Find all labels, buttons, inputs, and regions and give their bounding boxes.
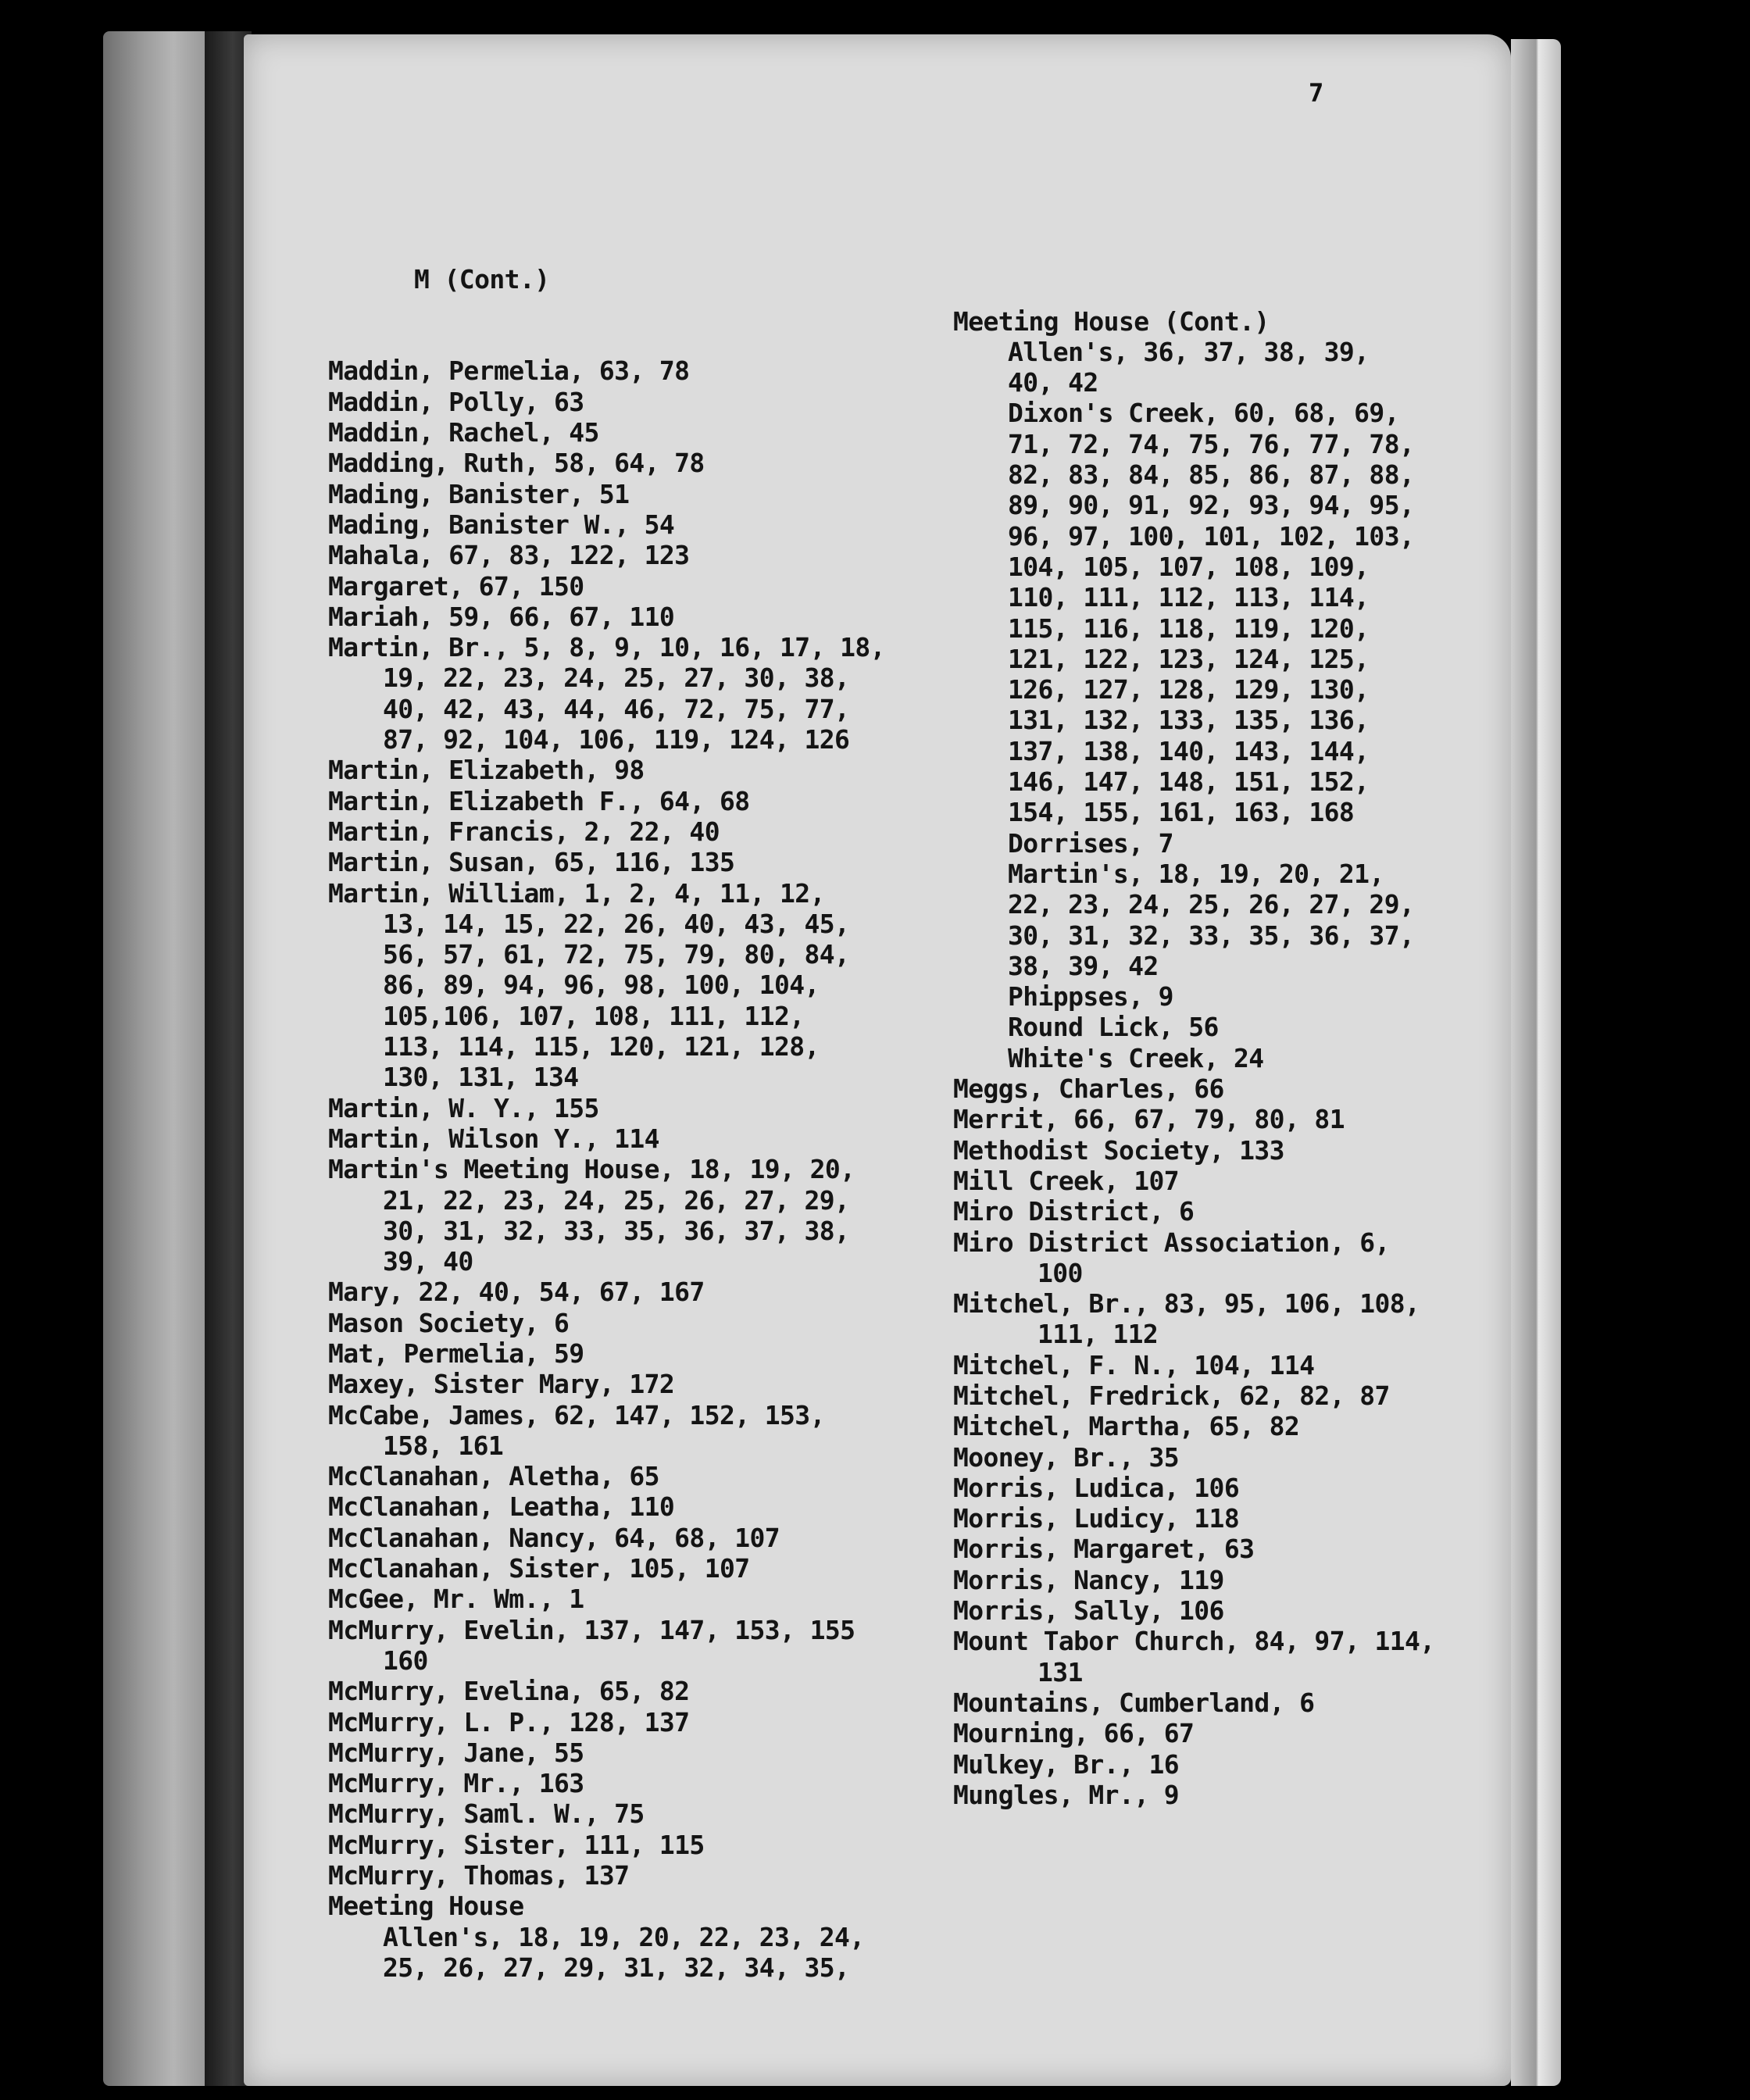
right-index-entries <box>953 306 1484 1811</box>
index-entry-continuation: 131 <box>1038 1656 1083 1688</box>
index-entry: Mitchel, Fredrick, 62, 82, 87 <box>953 1380 1390 1411</box>
index-entry: Mourning, 66, 67 <box>953 1718 1195 1749</box>
index-entry: Mary, 22, 40, 54, 67, 167 <box>328 1277 705 1308</box>
index-entry: Martin, Francis, 2, 22, 40 <box>328 816 720 847</box>
index-entry: Mariah, 59, 66, 67, 110 <box>328 601 675 632</box>
index-entry-continuation: 30, 31, 32, 33, 35, 36, 37, <box>1008 920 1415 951</box>
index-entry-continuation: 40, 42, 43, 44, 46, 72, 75, 77, <box>383 693 850 724</box>
index-entry-continuation: Dixon's Creek, 60, 68, 69, <box>1008 398 1399 429</box>
index-entry-continuation: 105,106, 107, 108, 111, 112, <box>383 1000 805 1031</box>
index-entry: McClanahan, Sister, 105, 107 <box>328 1553 750 1584</box>
index-entry: Mountains, Cumberland, 6 <box>953 1687 1315 1718</box>
index-entry-continuation: 19, 22, 23, 24, 25, 27, 30, 38, <box>383 662 850 694</box>
index-entry-continuation: 115, 116, 118, 119, 120, <box>1008 612 1370 644</box>
index-entry: Mat, Permelia, 59 <box>328 1338 584 1369</box>
index-entry-continuation: 121, 122, 123, 124, 125, <box>1008 643 1370 674</box>
index-entry-continuation: 111, 112 <box>1038 1319 1159 1350</box>
index-entry: Mungles, Mr., 9 <box>953 1779 1180 1810</box>
index-entry-continuation: Martin's, 18, 19, 20, 21, <box>1008 858 1384 889</box>
index-entry: McClanahan, Aletha, 65 <box>328 1461 659 1492</box>
index-entry-continuation: 13, 14, 15, 22, 26, 40, 43, 45, <box>383 908 850 939</box>
index-entry: Maxey, Sister Mary, 172 <box>328 1369 675 1400</box>
index-entry-continuation: 96, 97, 100, 101, 102, 103, <box>1008 520 1415 552</box>
index-entry: Mitchel, F. N., 104, 114 <box>953 1349 1315 1380</box>
index-entry-continuation: 110, 111, 112, 113, 114, <box>1008 582 1370 613</box>
index-entry-continuation: 100 <box>1038 1257 1083 1288</box>
index-entry-continuation: Phippses, 9 <box>1008 981 1173 1012</box>
index-entry: Maddin, Polly, 63 <box>328 386 584 417</box>
index-entry-continuation: Dorrises, 7 <box>1008 827 1173 859</box>
index-entry: McMurry, Thomas, 137 <box>328 1860 630 1891</box>
index-entry: McMurry, Sister, 111, 115 <box>328 1829 705 1860</box>
index-entry-continuation: 158, 161 <box>383 1430 504 1461</box>
index-entry: Morris, Sally, 106 <box>953 1595 1224 1627</box>
page-edge <box>1511 39 1561 2086</box>
index-entry: McClanahan, Nancy, 64, 68, 107 <box>328 1522 780 1553</box>
index-entry: Mill Creek, 107 <box>953 1165 1180 1196</box>
index-entry-continuation: 71, 72, 74, 75, 76, 77, 78, <box>1008 428 1415 459</box>
index-entry: Mitchel, Martha, 65, 82 <box>953 1411 1300 1442</box>
index-entry-continuation: Allen's, 18, 19, 20, 22, 23, 24, <box>383 1921 865 1952</box>
index-entry: Morris, Ludicy, 118 <box>953 1503 1240 1534</box>
index-entry: Merrit, 66, 67, 79, 80, 81 <box>953 1104 1345 1135</box>
index-entry: Mooney, Br., 35 <box>953 1441 1180 1473</box>
index-entry: Mahala, 67, 83, 122, 123 <box>328 540 690 571</box>
index-entry: Mount Tabor Church, 84, 97, 114, <box>953 1626 1435 1657</box>
index-entry: Morris, Ludica, 106 <box>953 1472 1240 1503</box>
index-entry: Mading, Banister, 51 <box>328 478 630 509</box>
index-entry-continuation: 21, 22, 23, 24, 25, 26, 27, 29, <box>383 1184 850 1216</box>
index-entry: Margaret, 67, 150 <box>328 570 584 602</box>
index-entry: McCabe, James, 62, 147, 152, 153, <box>328 1399 825 1430</box>
index-entry: Meeting House (Cont.) <box>953 305 1270 337</box>
index-entry: Mading, Banister W., 54 <box>328 509 675 540</box>
index-entry-continuation: 82, 83, 84, 85, 86, 87, 88, <box>1008 459 1415 491</box>
index-entry: Maddin, Permelia, 63, 78 <box>328 355 690 387</box>
index-entry-continuation: 86, 89, 94, 96, 98, 100, 104, <box>383 970 820 1001</box>
index-entry-continuation: 131, 132, 133, 135, 136, <box>1008 705 1370 736</box>
index-entry: McMurry, Evelin, 137, 147, 153, 155 <box>328 1614 855 1645</box>
index-entry: Mitchel, Br., 83, 95, 106, 108, <box>953 1288 1420 1320</box>
index-entry-continuation: 22, 23, 24, 25, 26, 27, 29, <box>1008 889 1415 920</box>
index-entry: Martin, Susan, 65, 116, 135 <box>328 847 735 878</box>
index-entry: McGee, Mr. Wm., 1 <box>328 1584 584 1615</box>
index-entry-continuation: 126, 127, 128, 129, 130, <box>1008 674 1370 705</box>
index-entry: Martin, Elizabeth F., 64, 68 <box>328 785 750 816</box>
index-entry: Maddin, Rachel, 45 <box>328 417 599 448</box>
index-entry: McMurry, L. P., 128, 137 <box>328 1706 690 1738</box>
index-entry-continuation: 56, 57, 61, 72, 75, 79, 80, 84, <box>383 939 850 970</box>
index-entry-continuation: Round Lick, 56 <box>1008 1012 1219 1043</box>
index-entry: McMurry, Saml. W., 75 <box>328 1798 645 1830</box>
index-entry: Martin, Br., 5, 8, 9, 10, 16, 17, 18, <box>328 632 885 663</box>
index-entry: McMurry, Jane, 55 <box>328 1737 584 1768</box>
index-entry-continuation: 154, 155, 161, 163, 168 <box>1008 797 1355 828</box>
index-entry-continuation: 137, 138, 140, 143, 144, <box>1008 735 1370 766</box>
index-entry-continuation: 39, 40 <box>383 1246 473 1277</box>
index-entry: Martin, Wilson Y., 114 <box>328 1123 659 1154</box>
index-entry: Mason Society, 6 <box>328 1307 570 1338</box>
index-entry: Martin, William, 1, 2, 4, 11, 12, <box>328 877 825 909</box>
index-entry-continuation: 130, 131, 134 <box>383 1062 579 1093</box>
index-entry-continuation: 146, 147, 148, 151, 152, <box>1008 766 1370 798</box>
index-entry: Madding, Ruth, 58, 64, 78 <box>328 448 705 479</box>
index-entry: Martin's Meeting House, 18, 19, 20, <box>328 1154 855 1185</box>
index-entry: McClanahan, Leatha, 110 <box>328 1491 675 1523</box>
index-entry: Martin, Elizabeth, 98 <box>328 755 645 786</box>
index-entry: Morris, Nancy, 119 <box>953 1564 1224 1595</box>
left-index-entries <box>328 355 885 1983</box>
index-entry: Methodist Society, 133 <box>953 1134 1284 1166</box>
index-entry-continuation: 113, 114, 115, 120, 121, 128, <box>383 1031 820 1062</box>
section-heading: M (Cont.) <box>414 263 550 295</box>
index-entry-continuation: White's Creek, 24 <box>1008 1042 1264 1073</box>
index-entry: Miro District, 6 <box>953 1196 1195 1227</box>
index-entry: McMurry, Mr., 163 <box>328 1768 584 1799</box>
index-entry: Mulkey, Br., 16 <box>953 1748 1180 1780</box>
index-entry-continuation: 40, 42 <box>1008 367 1098 398</box>
index-entry-continuation: 104, 105, 107, 108, 109, <box>1008 551 1370 582</box>
index-entry-continuation: 30, 31, 32, 33, 35, 36, 37, 38, <box>383 1215 850 1246</box>
book-binding <box>103 31 220 2086</box>
index-entry: Martin, W. Y., 155 <box>328 1092 599 1123</box>
right-index-column <box>953 245 1484 1841</box>
index-entry-continuation: 89, 90, 91, 92, 93, 94, 95, <box>1008 490 1415 521</box>
left-index-column <box>328 202 885 2014</box>
index-entry-continuation: 160 <box>383 1645 428 1676</box>
index-entry: Meggs, Charles, 66 <box>953 1073 1224 1105</box>
index-entry: McMurry, Evelina, 65, 82 <box>328 1676 690 1707</box>
index-entry: Miro District Association, 6, <box>953 1227 1390 1258</box>
index-entry-continuation: 38, 39, 42 <box>1008 950 1159 981</box>
index-entry-continuation: Allen's, 36, 37, 38, 39, <box>1008 336 1370 367</box>
index-entry: Meeting House <box>328 1891 524 1922</box>
index-entry-continuation: 87, 92, 104, 106, 119, 124, 126 <box>383 724 850 755</box>
index-entry: Morris, Margaret, 63 <box>953 1534 1255 1565</box>
page-number: 7 <box>1309 78 1324 108</box>
index-entry-continuation: 25, 26, 27, 29, 31, 32, 34, 35, <box>383 1952 850 1983</box>
